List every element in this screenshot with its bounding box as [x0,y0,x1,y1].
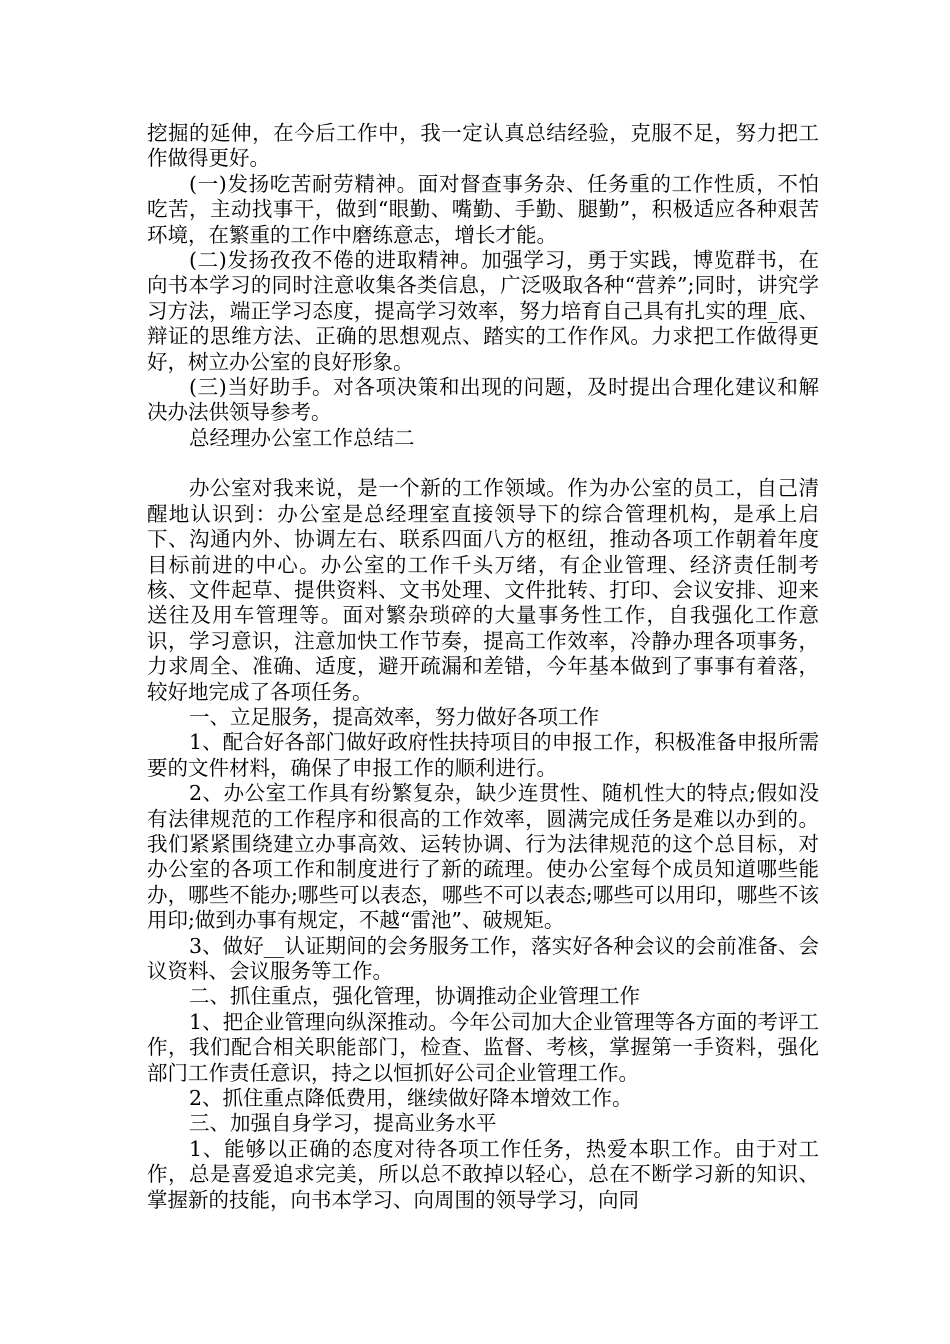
paragraph-point-2-2: 2、抓住重点降低费用，继续做好降本增效工作。 [189,1086,633,1111]
paragraph-item-three: (三)当好助手。对各项决策和出现的问题，及时提出合理化建议和解决办法供领导参考。 [147,375,819,425]
section-heading-one: 一、立足服务，提高效率，努力做好各项工作 [189,704,599,729]
section-title: 总经理办公室工作总结二 [189,425,415,450]
paragraph-intro: 办公室对我来说，是一个新的工作领域。作为办公室的员工，自己清醒地认识到：办公室是总经理室直接领导下的综合管理机构，是承上启下、沟通内外、协调左右、联系四面八方的枢纽，推动各项工作朝着年度目标前进的中心。办公室的工作千头万绪，有企业管理、经济责任制考核、文件起草、提供资料、文书处理、文件批转、打印、会议安排、迎来送往及用车管理等。面对繁杂琐碎的大量事务性工作，自我强化工作意识，学习意识，注意加快工作节奏，提高工作效率，冷静办理各项事务，力求周全、准确、适度，避开疏漏和差错，今年基本做到了事事有着落，较好地完成了各项任务。 [147,476,819,704]
section-heading-three: 三、加强自身学习，提高业务水平 [189,1111,497,1136]
paragraph-point-2: 2、办公室工作具有纷繁复杂，缺少连贯性、随机性大的特点;假如没有法律规范的工作程序和很高的工作效率，圆满完成任务是难以办到的。我们紧紧围绕建立办事高效、运转协调、行为法律规范的这个总目标，对办公室的各项工作和制度进行了新的疏理。使办公室每个成员知道哪些能办，哪些不能办;哪些可以表态，哪些不可以表态;哪些可以用印，哪些不该用印;做到办事有规定，不越“雷池”、破规矩。 [147,781,819,933]
paragraph-point-3-1: 1、能够以正确的态度对待各项工作任务，热爱本职工作。由于对工作，总是喜爱追求完美，所以总不敢掉以轻心，总在不断学习新的知识、掌握新的技能，向书本学习、向周围的领导学习，向同 [147,1136,819,1212]
paragraph-continuation: 挖掘的延伸，在今后工作中，我一定认真总结经验，克服不足，努力把工作做得更好。 [147,121,819,171]
paragraph-point-2-1: 1、把企业管理向纵深推动。今年公司加大企业管理等各方面的考评工作，我们配合相关职能部门，检查、监督、考核，掌握第一手资料，强化部门工作责任意识，持之以恒抓好公司企业管理工作。 [147,1009,819,1085]
paragraph-item-one: (一)发扬吃苦耐劳精神。面对督查事务杂、任务重的工作性质，不怕吃苦，主动找事干，做到“眼勤、嘴勤、手勤、腿勤”，积极适应各种艰苦环境，在繁重的工作中磨练意志，增长才能。 [147,171,819,247]
paragraph-item-two: (二)发扬孜孜不倦的进取精神。加强学习，勇于实践，博览群书，在向书本学习的同时注意收集各类信息，广泛吸取各种“营养”;同时，讲究学习方法，端正学习态度，提高学习效率，努力培育自己具有扎实的理_底、辩证的思维方法、正确的思想观点、踏实的工作作风。力求把工作做得更好，树立办公室的良好形象。 [147,248,819,374]
section-heading-two: 二、抓住重点，强化管理，协调推动企业管理工作 [189,984,640,1009]
document-page [147,121,819,1213]
paragraph-point-1: 1、配合好各部门做好政府性扶持项目的申报工作，积极准备申报所需要的文件材料，确保了申报工作的顺利进行。 [147,730,819,780]
paragraph-point-3: 3、做好__认证期间的会务服务工作，落实好各种会议的会前准备、会议资料、会议服务等工作。 [147,933,819,983]
